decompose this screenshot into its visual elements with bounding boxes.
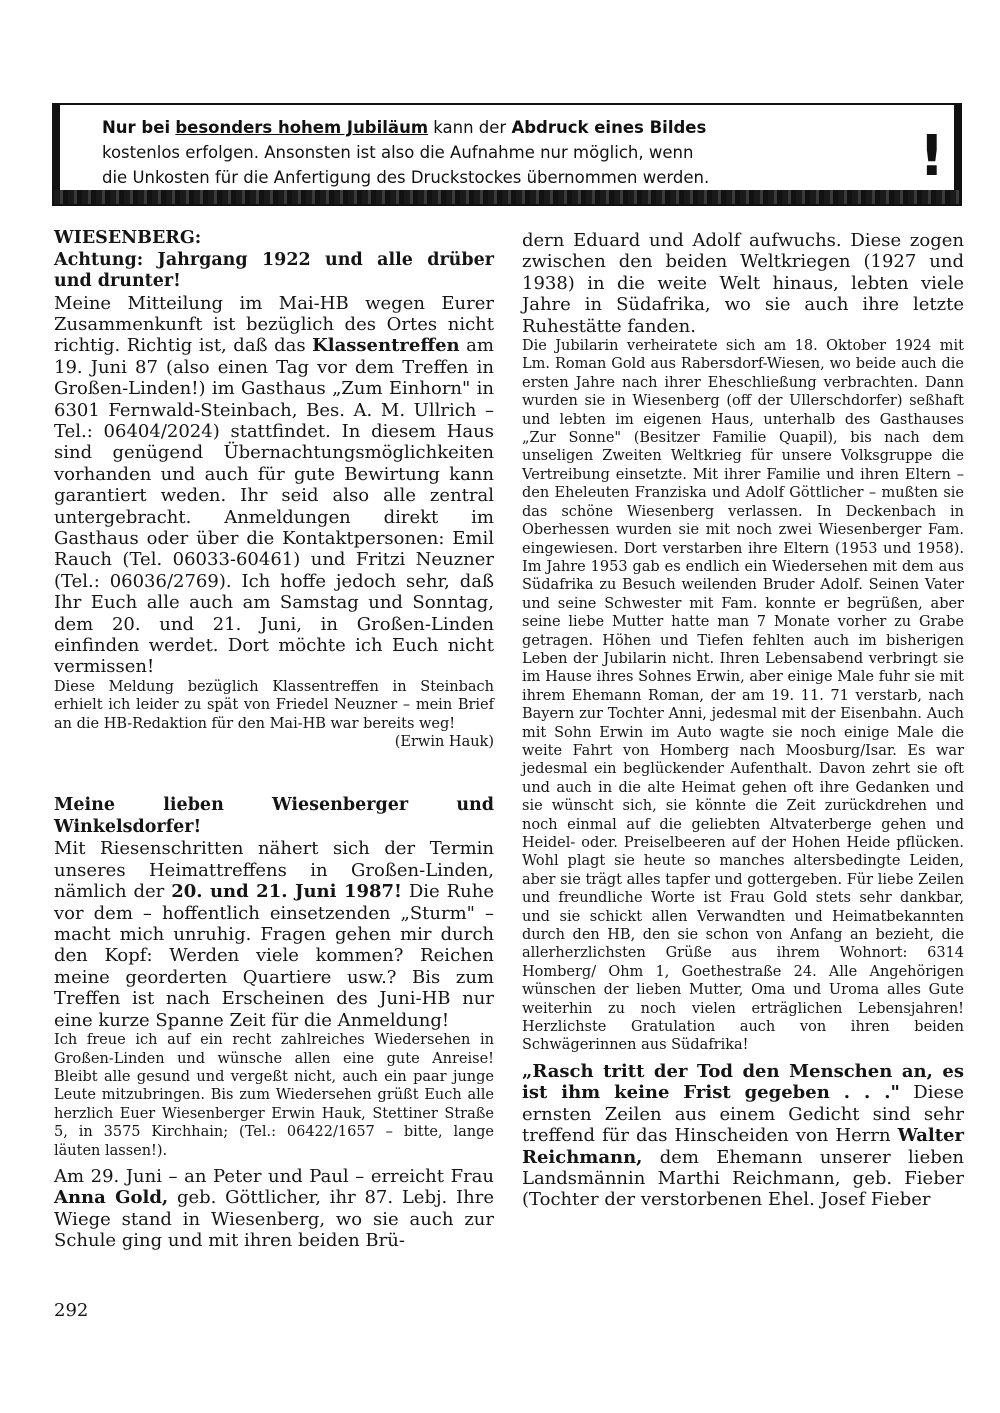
- text-run: dem Ehemann unserer lieben Landsmännin Marthi Reichmann, geb. Fieber (Tochter der verstorbenen Ehel. Josef Fieber: [522, 1146, 964, 1211]
- notice-bottom-bar: [54, 190, 960, 204]
- notice-line-3: die Unkosten für die Anfertigung des Druckstockes übernommen werden.: [102, 168, 710, 187]
- article-paragraph: [522, 1061, 964, 1211]
- text-run: Die Ruhe vor dem – hoffentlich einsetzenden „Sturm" – macht mich unruhig. Fragen gehen mir durch den Kopf: Werden viele kommen? Reichen meine georderten Quartiere usw.? Bis zum Treffen ist nach Erscheinen des Juni-HB nur eine kurze Spanne Zeit für die Anmeldung!: [54, 881, 494, 1031]
- notice-underlined: besonders hohem Jubiläum: [175, 118, 429, 137]
- page-number: 292: [54, 1300, 89, 1321]
- notice-line-1: [102, 115, 902, 140]
- article-paragraph: [54, 838, 494, 1031]
- signature: (Erwin Hauk): [394, 734, 494, 751]
- text-run: Diese ernsten Zeilen aus einem Gedicht sind sehr treffend für das Hinscheiden von Herrn: [522, 1082, 964, 1147]
- note-paragraph: Die Jubilarin verheiratete sich am 18. Oktober 1924 mit Lm. Roman Gold aus Rabersdorf-Wiesen, wo beide auch die ersten Jahre nach ihrer Eheschließung verbrachten. Dann wurden sie in Wiesenberg (off der Ullerschdorfer) seßhaft und lebten im eigenen Haus, unterhalb des Gasthauses „Zur Sonne" (Besitzer Familie Quapil), bis nach dem unseligen Zweiten Weltkrieg für unsere Volksgruppe die Vertreibung einsetzte. Mit ihrer Familie und ihren Eltern – den Eheleuten Franziska und Adolf Göttlicher – mußten sie das schöne Wiesenberg verlassen. In Deckenbach in Oberhessen wurden sie mit noch zwei Wiesenberger Fam. eingewiesen. Dort verstarben ihre Eltern (1953 und 1958). Im Jahre 1953 gab es endlich ein Wiedersehen mit dem aus Südafrika zu Besuch weilenden Bruder Adolf. Seinen Vater und seine Schwester mit Fam. konnte er begrüßen, aber seine liebe Mutter hatte man 7 Monate vorher zu Grabe getragen. Höhen und Tiefen fehlten auch im bisherigen Leben der Jubilarin nicht. Ihren Lebensabend verbringt sie im Hause ihres Sohnes Erwin, aber einige Male fuhr sie mit ihrem Ehemann Roman, der am 19. 11. 71 verstarb, nach Bayern zur Tochter Anni, jedesmal mit der Eisenbahn. Auch mit Sohn Erwin im Auto wagte sie noch einige Male die weite Fahrt von Homberg nach Moosburg/Isar. Es war jedesmal ein beglückender Aufenthalt. Davon zehrt sie oft und auch in die alte Heimat gehen oft ihre Gedanken und sie wünscht sich, sie könnte die Zeit zurückdrehen und noch einmal auf die geliebten Altvaterberge gehen und Heidel- oder. Preiselbeeren auf der Hohen Heide pflücken. Wohl plagt sie heute so manches altersbedingte Leiden, aber sie trägt alles tapfer und gottergeben. Für liebe Zeilen und freundliche Worte ist Frau Gold stets sehr dankbar, und sie schickt allen Verwandten und Heimatbekannten durch den HB, den sie schon von Anfang an bezieht, die allerherzlichsten Grüße aus ihrem Wohnort: 6314 Homberg/ Ohm 1, Goethestraße 24. Alle Angehörigen wünschen der lieben Mutter, Oma und Uroma alles Gute weiterhin zu noch vielen erträglichen Lebensjahren! Herzlichste Gratulation auch von ihren beiden Schwägerinnen aus Südafrika!: [522, 338, 964, 1054]
- notice-bold-start: Nur bei: [102, 118, 171, 137]
- article-paragraph: [54, 293, 494, 678]
- left-column: [54, 228, 494, 1252]
- text-run: am 19. Juni 87 (also einen Tag vor dem Treffen in Großen-Linden!) im Gasthaus „Zum Einhorn" in 6301 Fernwald-Steinbach, Bes. A. M. Ullrich – Tel.: 06404/2024) stattfindet. In diesem Haus sind genügend Übernachtungsmöglichkeiten vorhanden und auch für gute Bewirtung kann garantiert weden. Ihr seid also alle zentral untergebracht. Anmeldungen direkt im Gasthaus oder über die Kontaktpersonen: Emil Rauch (Tel. 06033-60461) und Fritzi Neuzner (Tel.: 06036/2769). Ich hoffe jedoch sehr, daß Ihr Euch alle auch am Samstag und Sonntag, dem 20. und 21. Juni, in Großen-Linden einfinden werdet. Dort möchte ich Euch nicht vermissen!: [54, 335, 494, 678]
- note-paragraph: [54, 678, 494, 752]
- text-run: Mit Riesenschritten nähert sich der Termin unseres Heimattreffens in Großen-Linden, nämlich der: [54, 838, 494, 903]
- notice-text: [102, 115, 902, 190]
- notice-plain: kann der: [433, 118, 507, 137]
- notice-box: [52, 103, 962, 206]
- section-subheading: Achtung: Jahrgang 1922 und alle drüber und drunter!: [54, 249, 494, 291]
- article-paragraph: dern Eduard und Adolf aufwuchs. Diese zogen zwischen den beiden Weltkriegen (1927 und 1938) in die weite Welt hinaus, lebten viele Jahre in Südafrika, wo sie auch ihre letzte Ruhestätte fanden.: [522, 230, 964, 337]
- notice-bold-end: Abdruck eines Bildes: [511, 118, 707, 137]
- article-paragraph: [54, 1166, 494, 1252]
- notice-line-2: kostenlos erfolgen. Ansonsten ist also die Aufnahme nur möglich, wenn: [102, 143, 694, 162]
- bold-run: 20. und 21. Juni 1987!: [171, 881, 402, 903]
- text-run: Diese Meldung bezüglich Klassentreffen in Steinbach erhielt ich leider zu spät von Friedel Neuzner – mein Brief an die HB-Redaktion für den Mai-HB war bereits weg!: [54, 678, 494, 732]
- text-run: Am 29. Juni – an Peter und Paul – erreicht Frau: [54, 1165, 494, 1187]
- text-run: Meine Mitteilung im Mai-HB wegen Eurer Zusammenkunft ist bezüglich des Ortes nicht richtig. Richtig ist, daß das: [54, 292, 494, 357]
- section-heading-greeting: Meine lieben Wiesenberger und Winkelsdorfer!: [54, 795, 494, 837]
- bold-run: Walter Reichmann,: [522, 1125, 964, 1168]
- bold-run: Klassentreffen: [312, 335, 460, 357]
- section-heading-wiesenberg: WIESENBERG:: [54, 228, 202, 248]
- exclamation-mark: !: [919, 124, 945, 189]
- bold-run: Anna Gold,: [54, 1187, 169, 1209]
- text-run: geb. Göttlicher, ihr 87. Lebj. Ihre Wiege stand in Wiesenberg, wo sie auch zur Schule ging und mit ihren beiden Brü-: [54, 1187, 495, 1252]
- right-column: [522, 230, 964, 1211]
- bold-run: „Rasch tritt der Tod den Menschen an, es ist ihm keine Frist gegeben . . .": [522, 1060, 964, 1104]
- spacer: [54, 751, 494, 795]
- note-paragraph: Ich freue ich auf ein recht zahlreiches Wiedersehen in Großen-Linden und wünsche allen eine gute Anreise! Bleibt alle gesund und vergeßt nicht, auch ein paar junge Leute mitzubringen. Bis zum Wiedersehen grüßt Euch alle herzlich Euer Wiesenberger Erwin Hauk, Stettiner Straße 5, in 3575 Kirchhain; (Tel.: 06422/1657 – bitte, lange läuten lassen!).: [54, 1032, 494, 1159]
